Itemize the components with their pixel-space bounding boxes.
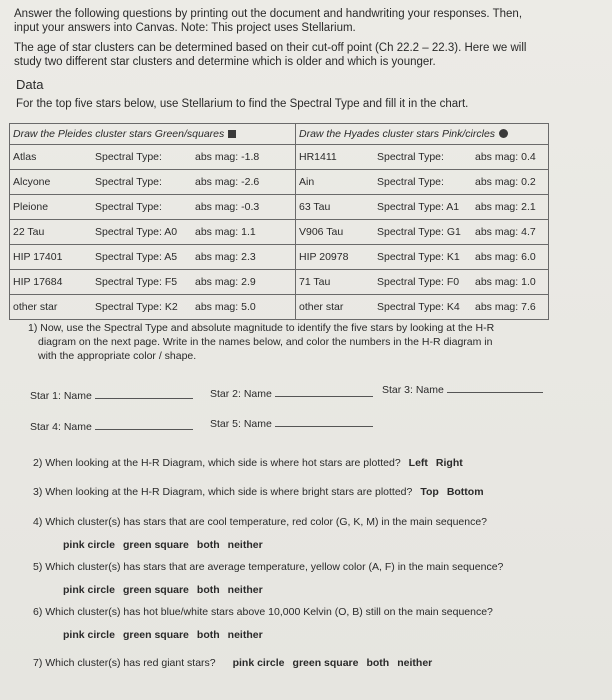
- table-row: 22 Tau Spectral Type: A0 abs mag: 1.1: [10, 220, 296, 245]
- star-4-field[interactable]: Star 4: Name: [30, 419, 193, 433]
- table-row: HIP 20978 Spectral Type: K1 abs mag: 6.0: [296, 245, 549, 270]
- option-pink-circle[interactable]: pink circle: [232, 657, 285, 669]
- question-1-line-1: 1) Now, use the Spectral Type and absolute magnitude to identify the five stars by looking at the H-R: [28, 322, 495, 334]
- table-row: V906 Tau Spectral Type: G1 abs mag: 4.7: [296, 220, 549, 245]
- data-heading: Data: [16, 77, 44, 92]
- circle-icon: [499, 129, 508, 138]
- option-neither[interactable]: neither: [397, 657, 433, 669]
- intro-line-2: input your answers into Canvas. Note: This project uses Stellarium.: [14, 22, 356, 34]
- hyades-header: Draw the Hyades cluster stars Pink/circles: [296, 124, 549, 145]
- pleiades-header: Draw the Pleides cluster stars Green/squares: [10, 124, 296, 145]
- option-neither[interactable]: neither: [227, 539, 263, 551]
- question-2: 2) When looking at the H-R Diagram, which side is where hot stars are plotted? Left Right: [33, 457, 463, 469]
- table-row: HR1411 Spectral Type: abs mag: 0.4: [296, 145, 549, 170]
- question-6: 6) Which cluster(s) has hot blue/white stars above 10,000 Kelvin (O, B) still on the main sequence?: [33, 606, 493, 618]
- question-4: 4) Which cluster(s) has stars that are cool temperature, red color (G, K, M) in the main sequence?: [33, 516, 488, 528]
- table-row: other star Spectral Type: K2 abs mag: 5.0: [10, 295, 296, 320]
- option-green-square[interactable]: green square: [122, 539, 189, 551]
- question-7: 7) Which cluster(s) has red giant stars? pink circle green square both neither: [33, 657, 433, 669]
- table-row: 71 Tau Spectral Type: F0 abs mag: 1.0: [296, 270, 549, 295]
- table-row: Pleione Spectral Type: abs mag: -0.3: [10, 195, 296, 220]
- star-cluster-table: [9, 123, 549, 320]
- star-2-field[interactable]: Star 2: Name: [210, 386, 373, 400]
- answer-right[interactable]: Right: [435, 457, 463, 469]
- answer-top[interactable]: Top: [420, 486, 439, 498]
- option-both[interactable]: both: [366, 657, 390, 669]
- table-row: HIP 17684 Spectral Type: F5 abs mag: 2.9: [10, 270, 296, 295]
- table-row: Alcyone Spectral Type: abs mag: -2.6: [10, 170, 296, 195]
- table-instruction: For the top five stars below, use Stellarium to find the Spectral Type and fill it in the chart.: [16, 98, 469, 110]
- question-1-line-3: with the appropriate color / shape.: [38, 350, 197, 362]
- option-pink-circle[interactable]: pink circle: [63, 584, 115, 596]
- option-both[interactable]: both: [196, 539, 220, 551]
- option-green-square[interactable]: green square: [122, 629, 189, 641]
- star-3-field[interactable]: Star 3: Name: [382, 382, 543, 396]
- question-3: 3) When looking at the H-R Diagram, which side is where bright stars are plotted? Top Bottom: [33, 486, 484, 498]
- intro-line-1: Answer the following questions by printing out the document and handwriting your responses. Then,: [14, 8, 523, 20]
- question-5-options: [63, 584, 263, 596]
- answer-left[interactable]: Left: [408, 457, 428, 469]
- option-neither[interactable]: neither: [227, 629, 263, 641]
- table-row: Atlas Spectral Type: abs mag: -1.8: [10, 145, 296, 170]
- intro-line-4: study two different star clusters and determine which is older and which is younger.: [14, 56, 436, 68]
- option-pink-circle[interactable]: pink circle: [63, 539, 115, 551]
- table-row: 63 Tau Spectral Type: A1 abs mag: 2.1: [296, 195, 549, 220]
- option-green-square[interactable]: green square: [122, 584, 189, 596]
- question-1-line-2: diagram on the next page. Write in the names below, and color the numbers in the H-R diagram in: [38, 336, 493, 348]
- answer-bottom[interactable]: Bottom: [446, 486, 484, 498]
- option-neither[interactable]: neither: [227, 584, 263, 596]
- table-row: Ain Spectral Type: abs mag: 0.2: [296, 170, 549, 195]
- question-4-options: [63, 539, 263, 551]
- option-both[interactable]: both: [196, 629, 220, 641]
- option-green-square[interactable]: green square: [292, 657, 359, 669]
- star-1-field[interactable]: Star 1: Name: [30, 388, 193, 402]
- option-pink-circle[interactable]: pink circle: [63, 629, 115, 641]
- table-row: HIP 17401 Spectral Type: A5 abs mag: 2.3: [10, 245, 296, 270]
- question-6-options: [63, 629, 263, 641]
- table-row: other star Spectral Type: K4 abs mag: 7.6: [296, 295, 549, 320]
- intro-line-3: The age of star clusters can be determined based on their cut-off point (Ch 22.2 – 22.3). Here we will: [14, 42, 527, 54]
- option-both[interactable]: both: [196, 584, 220, 596]
- question-5: 5) Which cluster(s) has stars that are average temperature, yellow color (A, F) in the main sequence?: [33, 561, 504, 573]
- star-5-field[interactable]: Star 5: Name: [210, 416, 373, 430]
- square-icon: [228, 130, 236, 138]
